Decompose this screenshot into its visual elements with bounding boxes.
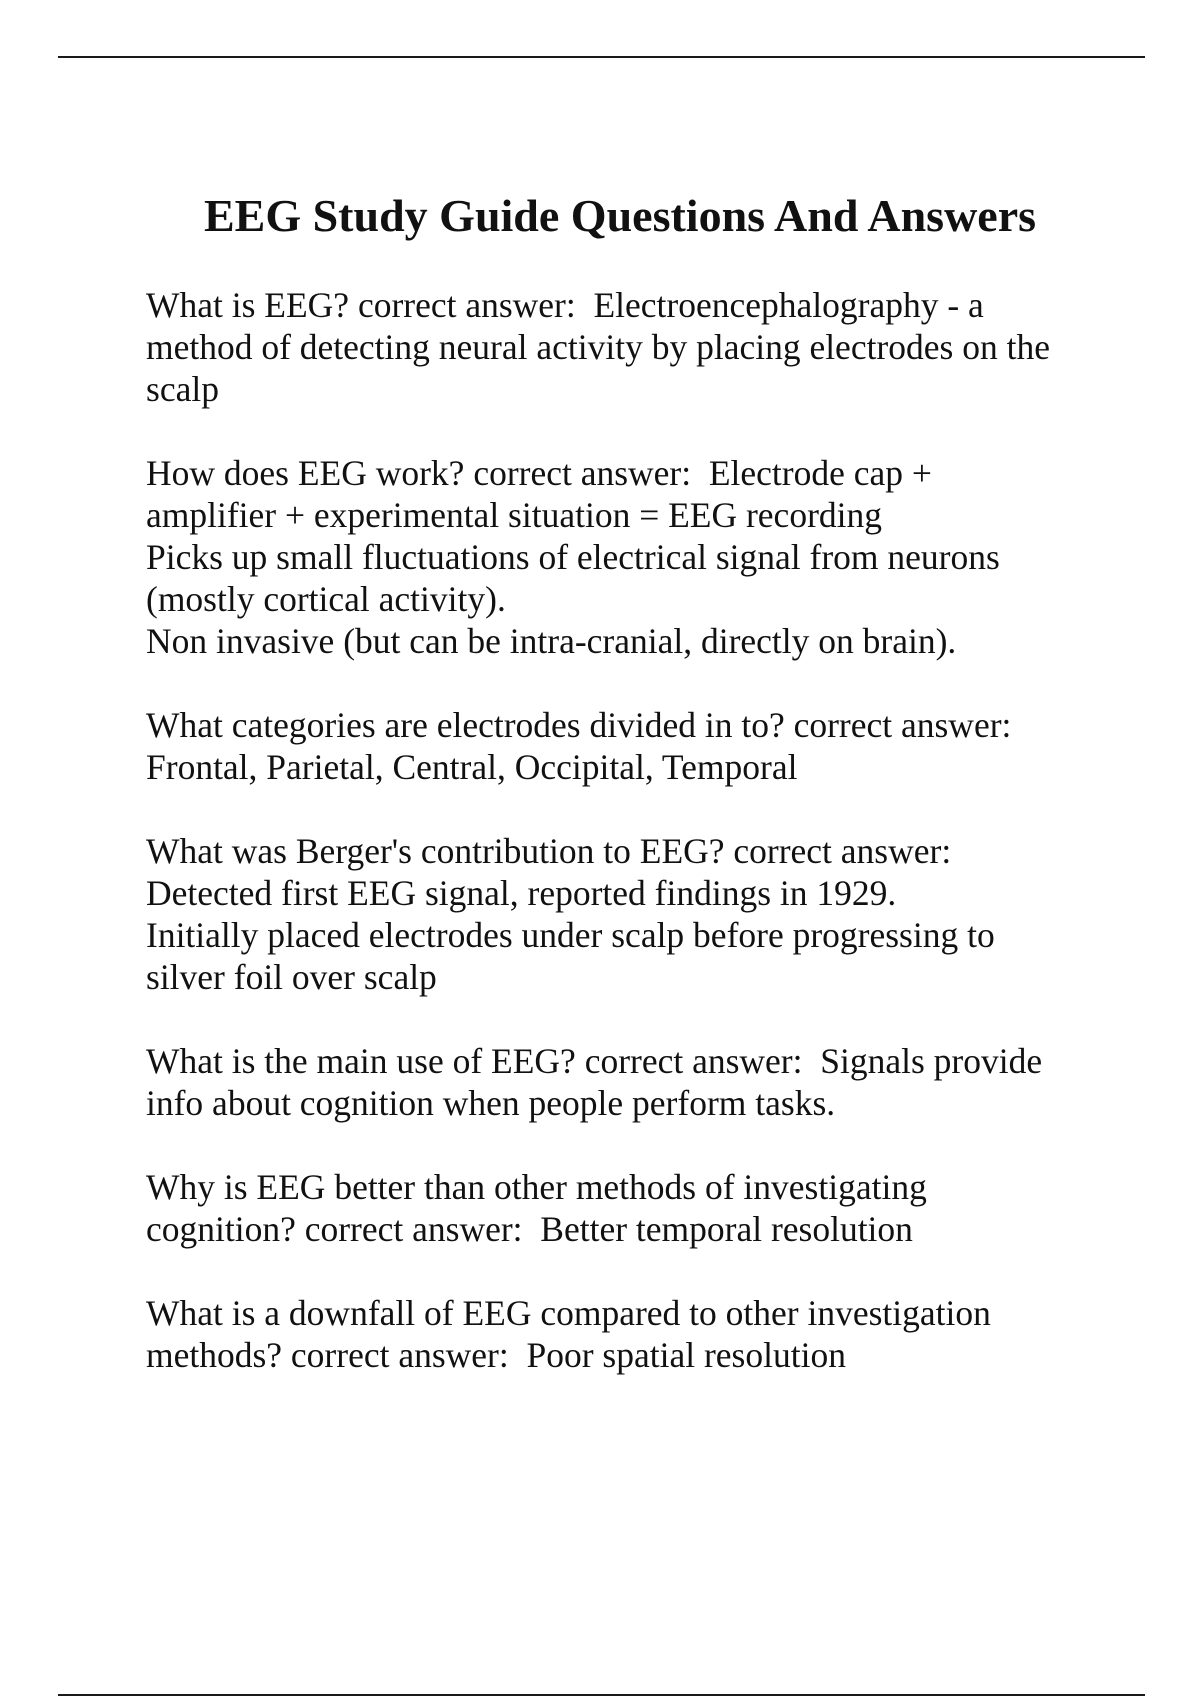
qa-item: [146, 1166, 1106, 1250]
qa-item: [146, 452, 1106, 662]
qa-line: silver foil over scalp: [146, 957, 437, 997]
qa-line: method of detecting neural activity by placing electrodes on the: [146, 327, 1050, 367]
qa-line: Picks up small fluctuations of electrical signal from neurons: [146, 537, 1000, 577]
qa-line: Detected first EEG signal, reported findings in 1929.: [146, 873, 897, 913]
qa-line: How does EEG work? correct answer: Electrode cap +: [146, 453, 932, 493]
qa-line: Frontal, Parietal, Central, Occipital, Temporal: [146, 747, 798, 787]
qa-item: [146, 1292, 1106, 1376]
top-rule: [58, 56, 1145, 58]
bottom-rule: [58, 1694, 1145, 1696]
qa-line: scalp: [146, 369, 219, 409]
qa-item: [146, 1040, 1106, 1124]
qa-item: [146, 830, 1106, 998]
qa-line: methods? correct answer: Poor spatial resolution: [146, 1335, 846, 1375]
qa-line: amplifier + experimental situation = EEG recording: [146, 495, 883, 535]
qa-line: What categories are electrodes divided in to? correct answer:: [146, 705, 1012, 745]
qa-item: [146, 704, 1106, 788]
qa-line: Initially placed electrodes under scalp before progressing to: [146, 915, 995, 955]
qa-line: What was Berger's contribution to EEG? correct answer:: [146, 831, 952, 871]
qa-line: What is EEG? correct answer: Electroencephalography - a: [146, 285, 984, 325]
qa-line: (mostly cortical activity).: [146, 579, 506, 619]
qa-line: Why is EEG better than other methods of investigating: [146, 1167, 927, 1207]
qa-line: info about cognition when people perform tasks.: [146, 1083, 836, 1123]
qa-item: [146, 284, 1106, 410]
qa-line: cognition? correct answer: Better temporal resolution: [146, 1209, 913, 1249]
qa-line: Non invasive (but can be intra-cranial, directly on brain).: [146, 621, 957, 661]
qa-line: What is a downfall of EEG compared to other investigation: [146, 1293, 991, 1333]
qa-list: [146, 284, 1106, 1418]
qa-line: What is the main use of EEG? correct answer: Signals provide: [146, 1041, 1043, 1081]
document-title: EEG Study Guide Questions And Answers: [203, 190, 1037, 241]
